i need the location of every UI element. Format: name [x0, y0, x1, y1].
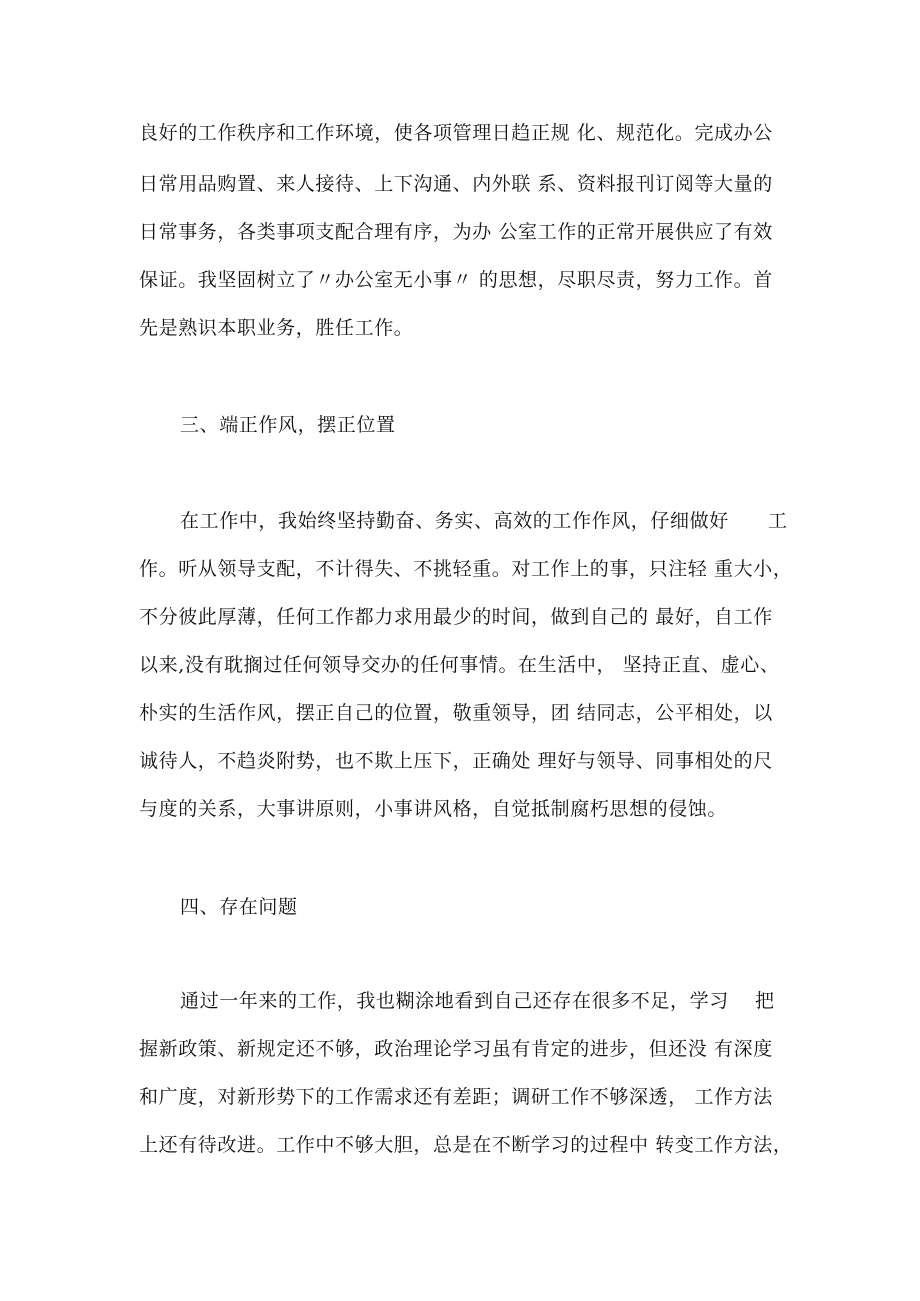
paragraph-line: 日常事务，各类事项支配合理有序，为办 公室工作的正常开展供应了有效 [139, 221, 773, 243]
paragraph-line: 诚待人，不趋炎附势，也不欺上压下，正确处 理好与领导、同事相处的尺 [139, 750, 773, 772]
paragraph-line: 以来,没有耽搁过任何领导交办的任何事情。在生活中， 坚持正直、虚心、 [139, 654, 780, 676]
paragraph-line: 作。听从领导支配，不计得失、不挑轻重。对工作上的事，只注轻 重大小， [139, 558, 793, 580]
paragraph-line: 良好的工作秩序和工作环境，使各项管理日趋正规 化、规范化。完成办公 [139, 122, 773, 144]
paragraph-line: 保证。我坚固树立了〃办公室无小事〃 的思想，尽职尽责，努力工作。首 [139, 269, 773, 291]
paragraph-line: 在工作中，我始终坚持勤奋、务实、高效的工作作风，仔细做好 工 [180, 510, 788, 532]
paragraph-line: 日常用品购置、来人接待、上下沟通、内外联 系、资料报刊订阅等大量的 [139, 173, 773, 195]
section-heading: 三、端正作风，摆正位置 [180, 414, 396, 436]
paragraph-line: 上还有待改进。工作中不够大胆，总是在不断学习的过程中 转变工作方法， [139, 1134, 793, 1156]
paragraph-line: 先是熟识本职业务，胜任工作。 [139, 317, 414, 339]
paragraph-line: 和广度，对新形势下的工作需求还有差距；调研工作不够深透， 工作方法 [139, 1086, 773, 1108]
paragraph-line: 与度的关系，大事讲原则，小事讲风格，自觉抵制腐朽思想的侵蚀。 [139, 798, 728, 820]
paragraph-line: 不分彼此厚薄，任何工作都力求用最少的时间，做到自己的 最好，自工作 [139, 606, 773, 628]
paragraph-line: 朴实的生活作风，摆正自己的位置，敬重领导，团 结同志，公平相处，以 [139, 702, 773, 724]
paragraph-line: 通过一年来的工作，我也糊涂地看到自己还存在很多不足，学习 把 [180, 990, 775, 1012]
section-heading: 四、存在问题 [180, 896, 298, 918]
paragraph-line: 握新政策、新规定还不够，政治理论学习虽有肯定的进步，但还没 有深度 [139, 1038, 773, 1060]
